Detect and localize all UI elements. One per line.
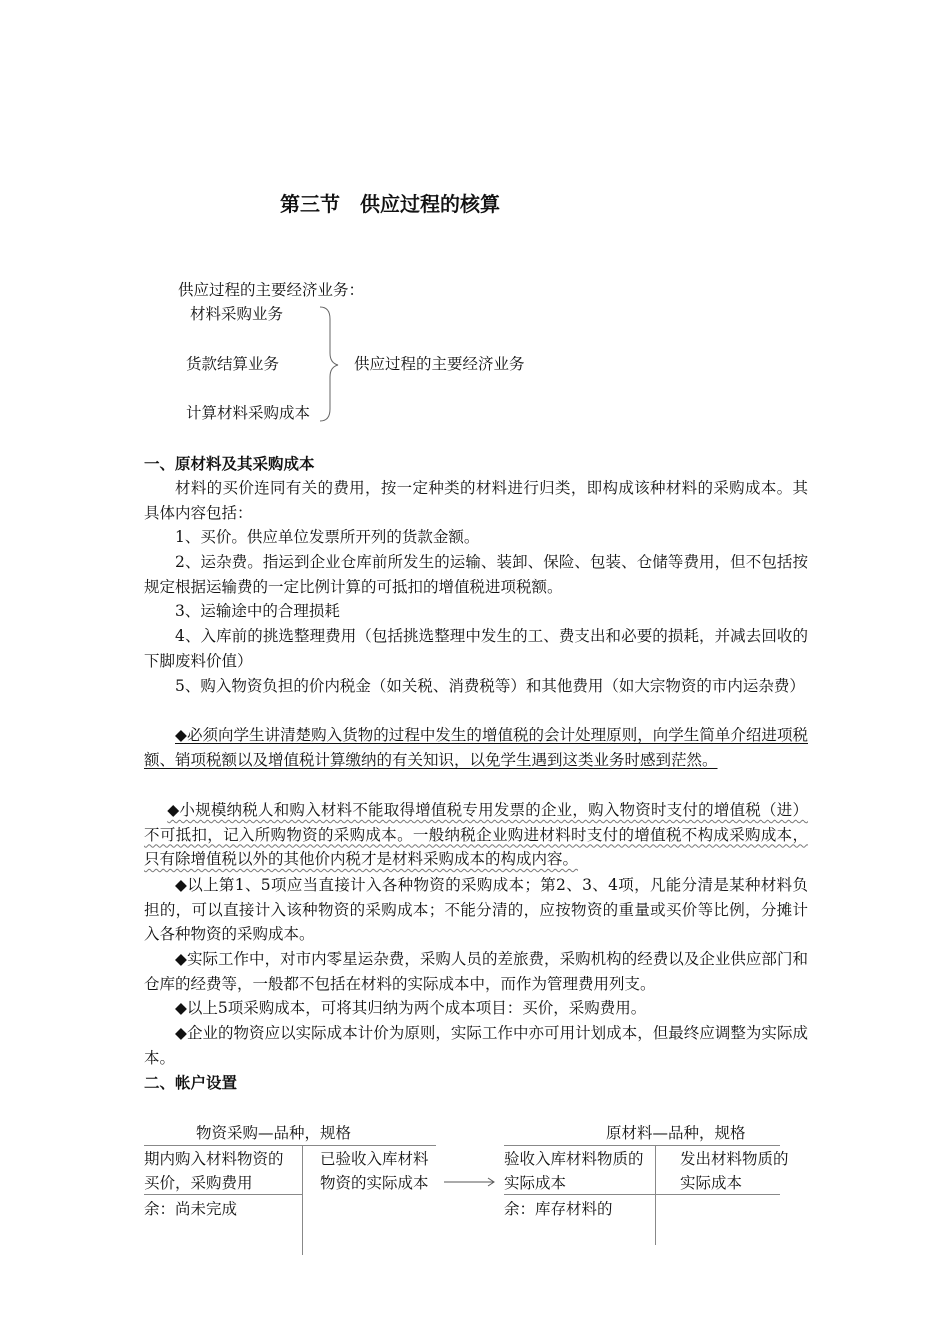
section1-heading: 一、原材料及其采购成本 xyxy=(144,455,315,473)
account-left-credit-line1: 已验收入库材料 xyxy=(320,1150,429,1168)
cost-item-3: 3、运输途中的合理损耗 xyxy=(175,602,340,620)
brace-label: 供应过程的主要经济业务 xyxy=(354,355,525,373)
account-right-divider xyxy=(655,1145,656,1245)
account-left-divider xyxy=(302,1145,303,1255)
account-right-balance: 余：库存材料的 xyxy=(504,1200,613,1218)
account-right-title: 原材料—品种，规格 xyxy=(606,1124,746,1142)
account-right-debit-line1: 验收入库材料物质的 xyxy=(504,1150,644,1168)
business-item-settlement: 货款结算业务 xyxy=(186,355,280,373)
note-direct-allocation: ◆以上第1、5项应当直接计入各种物资的采购成本；第2、3、4项，凡能分清是某种材料负担的，可以直接计入该种物资的采购成本；不能分清的，应按物资的重量或买价等比例，分摊计入各种物资的采购成本。 xyxy=(144,876,808,943)
section2-heading: 二、帐户设置 xyxy=(144,1074,238,1092)
note-vat-principle: ◆必须向学生讲清楚购入货物的过程中发生的增值税的会计处理原则，向学生简单介绍进项税额、销项税额以及增值税计算缴纳的有关知识，以免学生遇到这类业务时感到茫然。 xyxy=(144,726,808,769)
business-item-cost: 计算材料采购成本 xyxy=(186,404,311,422)
section1-paragraph: 材料的买价连同有关的费用，按一定种类的材料进行归类，即构成该种材料的采购成本。其具体内容包括： xyxy=(144,479,808,522)
page-title: 第三节 供应过程的核算 xyxy=(280,192,500,216)
account-right-credit-line1: 发出材料物质的 xyxy=(680,1150,789,1168)
note-small-taxpayer: ◆小规模纳税人和购入材料不能取得增值税专用发票的企业，购入物资时支付的增值税（进）不可抵扣，记入所购物资的采购成本。一般纳税企业购进材料时支付的增值税不构成采购成本，只有除增值税以外的其他价内税才是材料采购成本的构成内容。 xyxy=(144,801,808,868)
account-left-top-rule xyxy=(144,1145,436,1146)
account-left-title: 物资采购—品种，规格 xyxy=(196,1124,352,1142)
intro-label: 供应过程的主要经济业务： xyxy=(178,281,365,299)
account-right-top-rule xyxy=(504,1145,780,1146)
right-brace xyxy=(318,305,348,423)
account-left-debit-line1: 期内购入材料物资的 xyxy=(144,1150,284,1168)
cost-item-1: 1、买价。供应单位发票所开列的货款金额。 xyxy=(175,528,480,546)
account-right-debit-line2: 实际成本 xyxy=(504,1174,567,1192)
account-left-balance: 余：尚未完成 xyxy=(144,1200,238,1218)
business-item-purchase: 材料采购业务 xyxy=(190,305,284,323)
account-left-credit-line2: 物资的实际成本 xyxy=(320,1174,429,1192)
note-practical-expenses: ◆实际工作中，对市内零星运杂费，采购人员的差旅费，采购机构的经费以及企业供应部门和仓库的经费等，一般都不包括在材料的实际成本中，而作为管理费用列支。 xyxy=(144,950,808,993)
note-cost-items: ◆以上5项采购成本，可将其归纳为两个成本项目：买价，采购费用。 xyxy=(175,999,647,1017)
cost-item-4: 4、入库前的挑选整理费用（包括挑选整理中发生的工、费支出和必要的损耗，并减去回收的下脚废料价值） xyxy=(144,627,808,670)
cost-item-2: 2、运杂费。指运到企业仓库前所发生的运输、装卸、保险、包装、仓储等费用，但不包括按规定根据运输费的一定比例计算的可抵扣的增值税进项税额。 xyxy=(144,553,808,596)
transfer-arrow-icon xyxy=(444,1175,498,1189)
account-right-credit-line2: 实际成本 xyxy=(680,1174,743,1192)
note-actual-cost: ◆企业的物资应以实际成本计价为原则，实际工作中亦可用计划成本，但最终应调整为实际成本。 xyxy=(144,1024,808,1067)
cost-item-5: 5、购入物资负担的价内税金（如关税、消费税等）和其他费用（如大宗物资的市内运杂费） xyxy=(175,677,805,695)
account-left-debit-line2: 买价，采购费用 xyxy=(144,1174,253,1192)
